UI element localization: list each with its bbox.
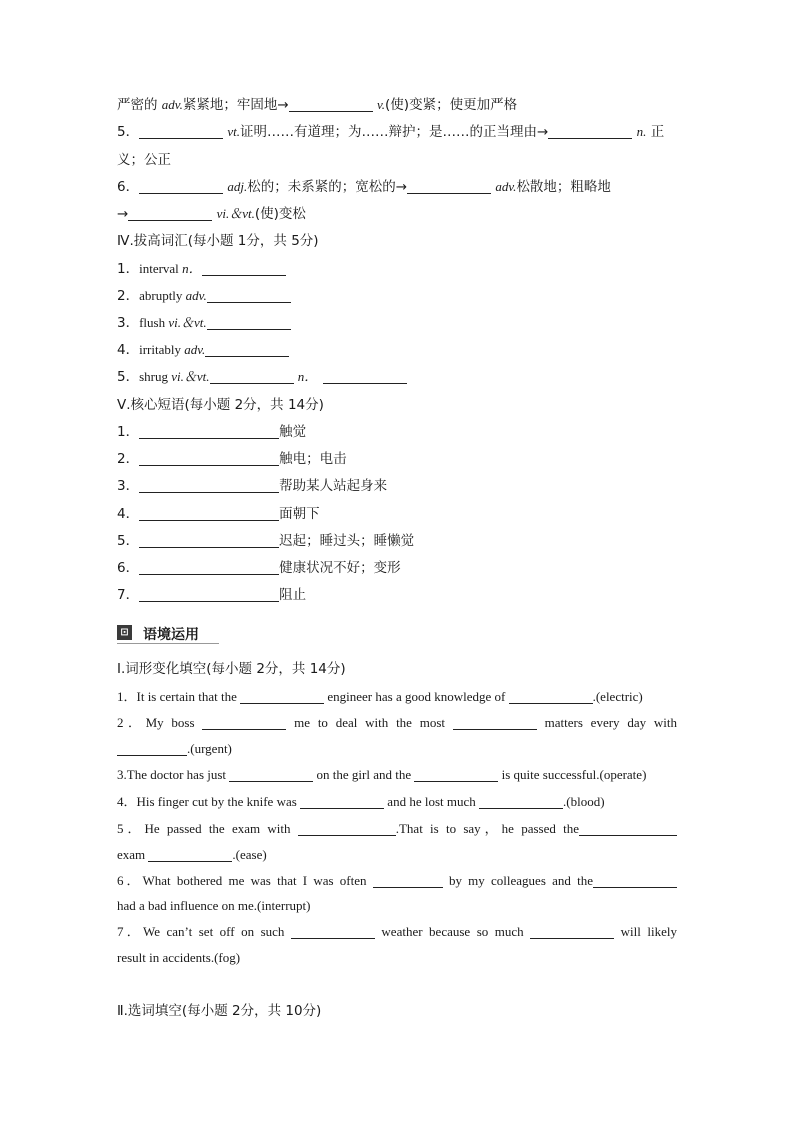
item-number: 4． bbox=[117, 506, 140, 522]
pos-label: v. bbox=[376, 97, 386, 112]
item-number: 1． bbox=[117, 424, 140, 440]
pos-label: vt. bbox=[227, 124, 241, 139]
question-text: by my colleagues and the bbox=[442, 873, 593, 888]
section-marker-icon: ⊡ bbox=[117, 625, 132, 640]
pos-label: vi.＆vt. bbox=[168, 315, 207, 330]
question-text: 2．My boss bbox=[117, 715, 203, 730]
answer-blank[interactable] bbox=[128, 206, 212, 221]
question-text: and he lost much bbox=[384, 794, 480, 809]
arrow-glyph: → bbox=[117, 206, 129, 222]
question-text: 6．What bothered me was that I was often bbox=[117, 873, 373, 888]
answer-blank[interactable] bbox=[548, 124, 632, 139]
question-text: .(blood) bbox=[563, 794, 605, 809]
pos-label: adj. bbox=[227, 179, 248, 194]
vocab-line-loose bbox=[117, 178, 677, 196]
answer-blank[interactable] bbox=[139, 478, 279, 493]
question-text: 3.The doctor has just bbox=[117, 767, 230, 782]
question-text: had a bad influence on me.(interrupt) bbox=[117, 898, 311, 913]
answer-blank[interactable] bbox=[291, 924, 375, 939]
text-fragment: 松的；未系紧的；宽松的→ bbox=[247, 179, 408, 195]
section-v-item-1 bbox=[117, 423, 677, 441]
answer-blank[interactable] bbox=[407, 179, 491, 194]
answer-blank[interactable] bbox=[117, 741, 187, 756]
item-number: 3． bbox=[117, 478, 140, 494]
vocab-word: irritably bbox=[139, 342, 185, 357]
phrase-meaning: 阻止 bbox=[279, 587, 307, 603]
question-text: weather because so much bbox=[374, 924, 531, 939]
item-number: 6． bbox=[117, 560, 140, 576]
phrase-meaning: 帮助某人站起身来 bbox=[279, 478, 388, 494]
answer-blank[interactable] bbox=[139, 179, 223, 194]
question-text: me to deal with the most bbox=[286, 715, 453, 730]
part-i-q5-cont bbox=[117, 846, 677, 864]
question-text: is quite successful.(operate) bbox=[498, 767, 647, 782]
section-iv-item-2 bbox=[117, 287, 677, 305]
answer-blank[interactable] bbox=[139, 587, 279, 602]
vocab-line-loosen bbox=[117, 205, 677, 223]
part-i-q2-cont bbox=[117, 740, 677, 758]
text-fragment: 紧紧地；牢固地→ bbox=[182, 97, 289, 113]
answer-blank[interactable] bbox=[205, 342, 289, 357]
phrase-meaning: 迟起；睡过头；睡懒觉 bbox=[279, 533, 415, 549]
vocab-line-tight bbox=[117, 96, 677, 114]
answer-blank[interactable] bbox=[207, 288, 291, 303]
part-i-q7-cont bbox=[117, 949, 677, 967]
pos-label: adv. bbox=[185, 288, 207, 303]
part-i-q6-cont bbox=[117, 897, 677, 915]
answer-blank[interactable] bbox=[289, 97, 373, 112]
answer-blank[interactable] bbox=[139, 124, 223, 139]
question-text: .(electric) bbox=[592, 689, 643, 704]
question-text: on the girl and the bbox=[313, 767, 415, 782]
pos-label: adv. bbox=[495, 179, 517, 194]
question-text: engineer has a good knowledge of bbox=[324, 689, 509, 704]
answer-blank[interactable] bbox=[139, 560, 279, 575]
answer-blank[interactable] bbox=[139, 451, 279, 466]
vocab-line-justice-cont bbox=[117, 151, 677, 169]
item-number: 1． bbox=[117, 261, 140, 277]
section-v-item-5 bbox=[117, 532, 677, 550]
answer-blank[interactable] bbox=[210, 369, 294, 384]
section-v-item-7 bbox=[117, 586, 677, 604]
section-iv-item-1 bbox=[117, 260, 677, 278]
pos-label: n． bbox=[182, 261, 202, 276]
part-i-q1 bbox=[117, 688, 677, 706]
section-iv-heading: Ⅳ.拔高词汇(每小题 1分，共 5分) bbox=[117, 233, 319, 249]
answer-blank[interactable] bbox=[453, 715, 537, 730]
answer-blank[interactable] bbox=[202, 261, 286, 276]
answer-blank[interactable] bbox=[479, 794, 563, 809]
answer-blank[interactable] bbox=[373, 873, 443, 888]
part-i-q3 bbox=[117, 766, 677, 784]
item-number: 7． bbox=[117, 587, 140, 603]
section-v-item-6 bbox=[117, 559, 677, 577]
text-fragment: 证明……有道理；为……辩护；是……的正当理由→ bbox=[240, 124, 549, 140]
item-number: 5． bbox=[117, 124, 140, 140]
part-i-q7 bbox=[117, 923, 677, 941]
answer-blank[interactable] bbox=[148, 847, 232, 862]
answer-blank[interactable] bbox=[202, 715, 286, 730]
vocab-word: abruptly bbox=[139, 288, 186, 303]
phrase-meaning: 面朝下 bbox=[279, 506, 320, 522]
question-text: 4．His finger cut by the knife was bbox=[117, 794, 301, 809]
item-number: 6． bbox=[117, 179, 140, 195]
section-banner-title: 语境运用 bbox=[143, 627, 199, 643]
text-fragment: (使)变紧；使更加严格 bbox=[385, 97, 518, 113]
answer-blank[interactable] bbox=[298, 821, 396, 836]
vocab-word: shrug bbox=[139, 369, 172, 384]
section-v-item-4 bbox=[117, 505, 677, 523]
answer-blank[interactable] bbox=[139, 424, 279, 439]
question-text: .(urgent) bbox=[187, 741, 232, 756]
question-text: exam bbox=[117, 847, 149, 862]
part-i-q5 bbox=[117, 820, 677, 838]
vocab-word: flush bbox=[139, 315, 169, 330]
text-fragment: 松散地；粗略地 bbox=[516, 179, 611, 195]
section-v-item-3 bbox=[117, 477, 677, 495]
section-iv-item-3 bbox=[117, 314, 677, 332]
answer-blank[interactable] bbox=[240, 689, 324, 704]
pos-label: vi.＆vt. bbox=[171, 369, 210, 384]
item-number: 2． bbox=[117, 451, 140, 467]
question-text: .(ease) bbox=[232, 847, 267, 862]
answer-blank[interactable] bbox=[579, 821, 677, 836]
part-i-q2 bbox=[117, 714, 677, 732]
item-number: 5． bbox=[117, 369, 140, 385]
pos-label: adv. bbox=[184, 342, 206, 357]
pos-label: adv. bbox=[161, 97, 183, 112]
section-banner bbox=[117, 623, 219, 644]
item-number: 5． bbox=[117, 533, 140, 549]
text-fragment: (使)变松 bbox=[254, 206, 306, 222]
section-v-item-2 bbox=[117, 450, 677, 468]
answer-blank[interactable] bbox=[593, 873, 677, 888]
part-ii-heading: Ⅱ.选词填空(每小题 2分，共 10分) bbox=[117, 1003, 322, 1019]
answer-blank[interactable] bbox=[229, 767, 313, 782]
phrase-meaning: 健康状况不好；变形 bbox=[279, 560, 401, 576]
answer-blank[interactable] bbox=[414, 767, 498, 782]
item-number: 3． bbox=[117, 315, 140, 331]
phrase-meaning: 触电；电击 bbox=[279, 451, 347, 467]
section-iv-item-5 bbox=[117, 368, 677, 386]
question-text: 7．We can’t set off on such bbox=[117, 924, 291, 939]
question-text: result in accidents.(fog) bbox=[117, 950, 241, 965]
part-i-q4 bbox=[117, 793, 677, 811]
pos-label: n． bbox=[297, 369, 318, 384]
question-text: 5．He passed the exam with bbox=[117, 821, 298, 836]
answer-blank[interactable] bbox=[300, 794, 384, 809]
question-text: matters every day with bbox=[536, 715, 678, 730]
answer-blank[interactable] bbox=[530, 924, 614, 939]
section-iv-item-4 bbox=[117, 341, 677, 359]
item-number: 4． bbox=[117, 342, 140, 358]
pos-label: n. bbox=[636, 124, 647, 139]
pos-label: vi.＆vt. bbox=[216, 206, 255, 221]
answer-blank[interactable] bbox=[139, 506, 279, 521]
question-text: .That is to say，he passed the bbox=[395, 821, 579, 836]
answer-blank[interactable] bbox=[139, 533, 279, 548]
part-i-heading: Ⅰ.词形变化填空(每小题 2分，共 14分) bbox=[117, 661, 346, 677]
part-i-q6 bbox=[117, 872, 677, 890]
answer-blank[interactable] bbox=[207, 315, 291, 330]
vocab-word: interval bbox=[139, 261, 183, 276]
answer-blank[interactable] bbox=[323, 369, 407, 384]
text-fragment: 义；公正 bbox=[117, 152, 171, 168]
text-fragment: 正 bbox=[650, 124, 665, 140]
vocab-line-justify bbox=[117, 123, 677, 141]
text-fragment: 严密的 bbox=[117, 97, 162, 113]
section-v-heading: Ⅴ.核心短语(每小题 2分，共 14分) bbox=[117, 397, 324, 413]
item-number: 2． bbox=[117, 288, 140, 304]
question-text: 1．It is certain that the bbox=[117, 689, 241, 704]
phrase-meaning: 触觉 bbox=[279, 424, 307, 440]
question-text: will likely bbox=[614, 924, 677, 939]
answer-blank[interactable] bbox=[509, 689, 593, 704]
